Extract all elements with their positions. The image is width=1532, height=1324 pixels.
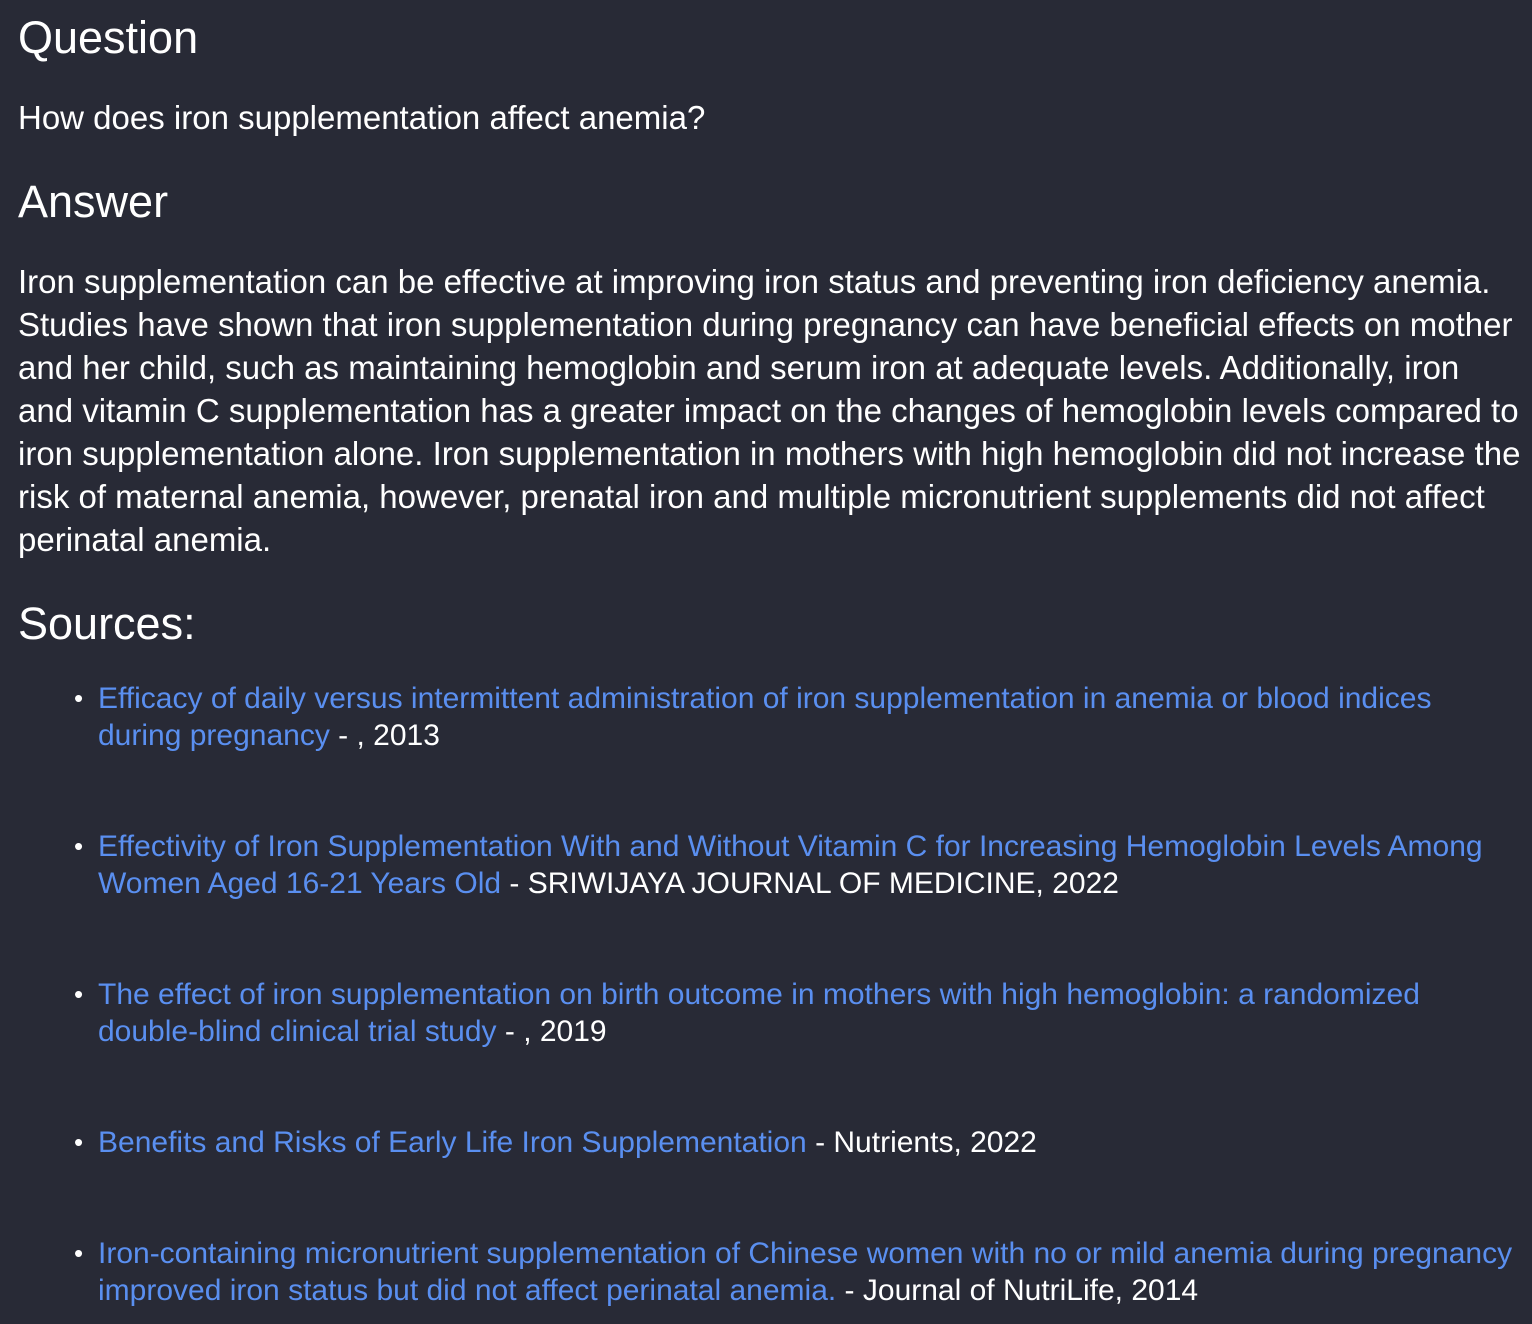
question-text: How does iron supplementation affect anemia? [18, 99, 706, 136]
sources-heading: Sources: [18, 598, 196, 649]
source-link[interactable]: Iron-containing micronutrient supplementation of Chinese women with no or mild anemia during pregnancy improved iron status but did not affect perinatal anemia. [98, 1237, 1513, 1307]
bullet-icon: • [74, 831, 84, 861]
source-link[interactable]: The effect of iron supplementation on birth outcome in mothers with high hemoglobin: a randomized double-blind clinical trial study [98, 978, 1420, 1048]
answer-text: Iron supplementation can be effective at improving iron status and preventing iron deficiency anemia. Studies have shown that iron supplementation during pregnancy can have beneficial effects on mother and her child, such as maintaining hemoglobin and serum iron at adequate levels. Additionally, iron and vitamin C supplementation has a greater impact on the changes of hemoglobin levels compared to iron supplementation alone. Iron supplementation in mothers with high hemoglobin did not increase the risk of maternal anemia, however, prenatal iron and multiple micronutrient supplements did not affect perinatal anemia. [18, 263, 1521, 558]
bullet-icon: • [74, 1127, 84, 1157]
question-heading: Question [18, 12, 199, 63]
source-item [74, 1124, 1522, 1161]
bullet-icon: • [74, 683, 84, 713]
source-link[interactable]: Benefits and Risks of Early Life Iron Supplementation [98, 1126, 807, 1159]
answer-heading: Answer [18, 176, 169, 227]
source-item [74, 828, 1522, 902]
source-item [74, 1235, 1522, 1309]
source-meta: - Journal of NutriLife, 2014 [836, 1274, 1199, 1307]
source-link[interactable]: Effectivity of Iron Supplementation With and Without Vitamin C for Increasing Hemoglobin Levels Among Women Aged 16-21 Years Old [98, 830, 1483, 900]
bullet-icon: • [74, 1238, 84, 1268]
bullet-icon: • [74, 979, 84, 1009]
sources-list [18, 680, 1522, 1324]
source-item [74, 976, 1522, 1050]
source-meta: - SRIWIJAYA JOURNAL OF MEDICINE, 2022 [501, 867, 1119, 900]
source-meta: - , 2013 [329, 719, 440, 752]
source-meta: - Nutrients, 2022 [806, 1126, 1037, 1159]
source-item [74, 680, 1522, 754]
source-meta: - , 2019 [496, 1015, 607, 1048]
source-link[interactable]: Efficacy of daily versus intermittent administration of iron supplementation in anemia or blood indices during pregnancy [98, 682, 1432, 752]
